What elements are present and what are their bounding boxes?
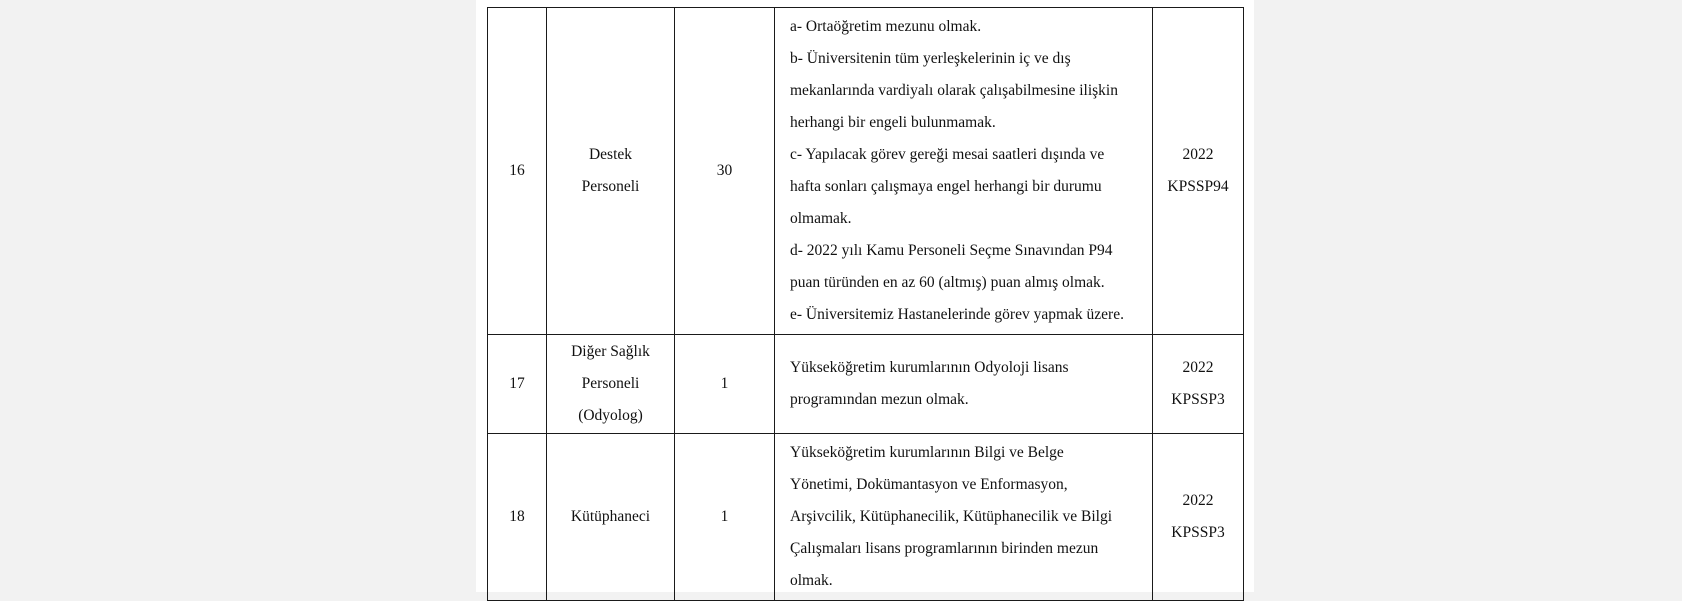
position-title-line: Personeli (581, 178, 640, 195)
requirements-cell (775, 335, 1153, 434)
position-title-line: Destek (588, 146, 633, 163)
requirement-line: programından mezun olmak. (790, 391, 969, 408)
requirement-line: Yönetimi, Dokümantasyon ve Enformasyon, (790, 476, 1068, 493)
position-title-line: Kütüphaneci (570, 508, 651, 525)
exam-info (1153, 434, 1244, 601)
position-title-line: (Odyolog) (578, 407, 643, 424)
requirement-line: c- Yapılacak görev gereği mesai saatleri dışında ve (790, 146, 1105, 163)
requirement-line: Arşivcilik, Kütüphanecilik, Kütüphanecilik ve Bilgi (790, 508, 1112, 525)
exam-info (1153, 8, 1244, 335)
exam-code: KPSSP3 (1171, 524, 1225, 541)
row-number: 18 (488, 434, 547, 601)
requirement-line: a- Ortaöğretim mezunu olmak. (790, 18, 982, 35)
row-number: 16 (488, 8, 547, 335)
requirement-line: herhangi bir engeli bulunmamak. (790, 114, 996, 131)
table-row (488, 8, 1244, 335)
requirement-line: puan türünden en az 60 (altmış) puan almış olmak. (790, 274, 1105, 291)
requirements-cell (775, 434, 1153, 601)
requirement-line: b- Üniversitenin tüm yerleşkelerinin iç ve dış (790, 50, 1071, 67)
exam-year: 2022 (1182, 146, 1214, 163)
requirement-line: Yükseköğretim kurumlarının Bilgi ve Belge (790, 444, 1064, 461)
position-count: 30 (675, 8, 775, 335)
requirement-line: e- Üniversitemiz Hastanelerinde görev yapmak üzere. (790, 306, 1124, 323)
position-title-line: Diğer Sağlık (571, 343, 650, 360)
row-number: 17 (488, 335, 547, 434)
exam-year: 2022 (1182, 359, 1214, 376)
position-title (547, 335, 675, 434)
exam-code: KPSSP3 (1171, 391, 1225, 408)
position-count: 1 (675, 335, 775, 434)
requirement-line: hafta sonları çalışmaya engel herhangi bir durumu (790, 178, 1102, 195)
exam-code: KPSSP94 (1167, 178, 1229, 195)
requirement-line: Çalışmaları lisans programlarının birinden mezun (790, 540, 1099, 557)
requirement-line: Yükseköğretim kurumlarının Odyoloji lisans (790, 359, 1069, 376)
requirement-line: olmamak. (790, 210, 852, 227)
position-count: 1 (675, 434, 775, 601)
positions-table (487, 7, 1244, 601)
document-page (476, 0, 1254, 592)
position-title (547, 434, 675, 601)
exam-info (1153, 335, 1244, 434)
position-title-line: Personeli (581, 375, 640, 392)
table-row (488, 434, 1244, 601)
position-title (547, 8, 675, 335)
requirements-cell (775, 8, 1153, 335)
requirement-line: mekanlarında vardiyalı olarak çalışabilmesine ilişkin (790, 82, 1118, 99)
requirement-line: d- 2022 yılı Kamu Personeli Seçme Sınavından P94 (790, 242, 1113, 259)
requirement-line: olmak. (790, 572, 833, 589)
table-row (488, 335, 1244, 434)
exam-year: 2022 (1182, 492, 1214, 509)
